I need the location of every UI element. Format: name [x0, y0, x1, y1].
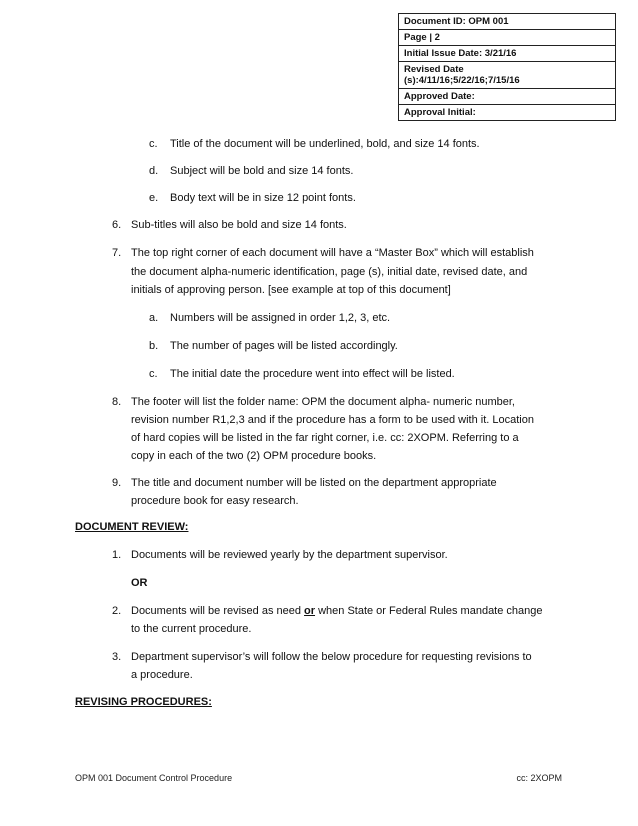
list-item-line: the document alpha-numeric identification, page (s), initial date, revised date, and [131, 266, 528, 278]
list-item: Title of the document will be underlined, bold, and size 14 fonts. [170, 138, 480, 150]
list-marker: 7. [112, 247, 122, 259]
footer-right: cc: 2XOPM [516, 773, 562, 783]
list-item-line: of hard copies will be listed in the far right corner, i.e. cc: 2XOPM. Referring to a [131, 432, 519, 444]
list-item-line: copy in each of the two (2) OPM procedure books. [131, 450, 377, 462]
list-item: Subject will be bold and size 14 fonts. [170, 165, 354, 177]
list-marker: 8. [112, 396, 122, 408]
master-box-approval-initial: Approval Initial: [399, 105, 615, 121]
or-label: OR [131, 577, 148, 589]
list-item-line: revision number R1,2,3 and if the procedure has a form to be used with it. Location [131, 414, 534, 426]
footer-left: OPM 001 Document Control Procedure [75, 773, 233, 783]
text-run: Documents will be revised as need [131, 605, 305, 617]
list-marker: 9. [112, 477, 122, 489]
list-marker: c. [149, 138, 158, 150]
list-item-line: Department supervisor’s will follow the below procedure for requesting revisions to [131, 651, 532, 663]
list-item-line: The footer will list the folder name: OPM the document alpha- numeric number, [131, 396, 515, 408]
list-item-line: to the current procedure. [131, 623, 252, 635]
list-item: Sub-titles will also be bold and size 14 fonts. [131, 219, 347, 231]
list-item-line: a procedure. [131, 669, 193, 681]
list-item-line: The top right corner of each document will have a “Master Box” which will establish [131, 247, 534, 259]
master-box-initial-issue-date: Initial Issue Date: 3/21/16 [399, 46, 615, 62]
list-marker: 6. [112, 219, 122, 231]
revised-date-values: (s):4/11/16;5/22/16;7/15/16 [404, 75, 520, 86]
list-item: Body text will be in size 12 point fonts. [170, 192, 356, 204]
revised-date-label: Revised Date [404, 64, 464, 75]
list-item: Documents will be reviewed yearly by the department supervisor. [131, 549, 448, 561]
master-box-page: Page | 2 [399, 30, 615, 46]
list-marker: a. [149, 312, 159, 324]
list-item-line [131, 602, 543, 621]
list-marker: 3. [112, 651, 122, 663]
master-box-revised-date [399, 62, 615, 89]
list-marker: 2. [112, 605, 122, 617]
list-marker: 1. [112, 549, 122, 561]
list-item: Numbers will be assigned in order 1,2, 3, etc. [170, 312, 391, 324]
master-box-document-id: Document ID: OPM 001 [399, 14, 615, 30]
list-item-line: procedure book for easy research. [131, 495, 299, 507]
section-heading-document-review: DOCUMENT REVIEW: [75, 521, 189, 533]
text-run: when State or Federal Rules mandate change [315, 605, 543, 617]
list-marker: b. [149, 340, 159, 352]
list-item-line: initials of approving person. [see example at top of this document] [131, 284, 451, 296]
list-item: The number of pages will be listed accordingly. [170, 340, 398, 352]
master-box [398, 13, 616, 121]
list-marker: d. [149, 165, 159, 177]
list-item: The initial date the procedure went into effect will be listed. [170, 368, 455, 380]
master-box-approved-date: Approved Date: [399, 89, 615, 105]
list-marker: e. [149, 192, 159, 204]
list-item-line: The title and document number will be listed on the department appropriate [131, 477, 497, 489]
list-marker: c. [149, 368, 158, 380]
section-heading-revising-procedures: REVISING PROCEDURES: [75, 696, 212, 708]
emphasis-or: or [304, 605, 316, 617]
